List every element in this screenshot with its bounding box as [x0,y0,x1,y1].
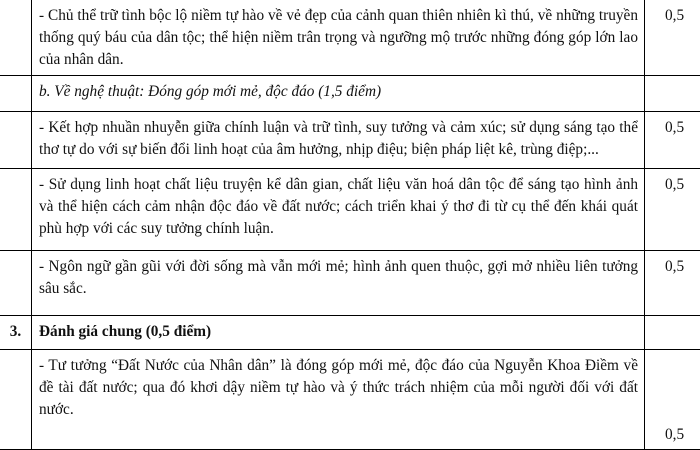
index-cell [0,350,32,450]
criterion-cell [32,76,645,112]
index-cell [0,169,32,251]
table-row [0,112,700,169]
score-cell [645,0,700,76]
table-row [0,350,700,450]
score-cell [645,112,700,169]
section-header-row [0,316,700,350]
index-cell [0,112,32,169]
index-cell [0,251,32,316]
score-value: 0,5 [645,251,700,278]
table-row [0,169,700,251]
section-number: 3. [0,316,32,350]
criterion-cell [32,350,645,450]
criterion-text: - Chủ thể trữ tình bộc lộ niềm tự hào về vẻ đẹp của cảnh quan thiên nhiên kì thú, về những truyền thống quý báu của dân tộc; thể hiện niềm trân trọng và ngưỡng mộ trước những đóng góp lớn lao của nhân dân. [32,0,644,71]
score-value: 0,5 [645,112,700,139]
criterion-text: - Sử dụng linh hoạt chất liệu truyện kể dân gian, chất liệu văn hoá dân tộc để sáng tạo hình ảnh và thể hiện cách cảm nhận độc đáo về đất nước; cách triển khai ý thơ đi từ cụ thể đến khái quát phù hợp với các suy tưởng chính luận. [32,169,644,240]
criterion-cell [32,169,645,251]
subsection-heading: b. Về nghệ thuật: Đóng góp mới mẻ, độc đáo (1,5 điểm) [32,76,644,103]
index-cell [0,76,32,112]
table-row [0,251,700,316]
score-value: 0,5 [645,350,700,446]
score-value: 0,5 [645,169,700,196]
score-cell [645,316,700,350]
score-cell [645,251,700,316]
section-title: Đánh giá chung (0,5 điểm) [32,316,644,343]
table-row [0,0,700,76]
score-cell [645,350,700,450]
criterion-cell [32,0,645,76]
criterion-text: - Ngôn ngữ gần gũi với đời sống mà vẫn mới mẻ; hình ảnh quen thuộc, gợi mở nhiều liên tưởng sâu sắc. [32,251,644,300]
score-cell [645,76,700,112]
score-cell [645,169,700,251]
table-row [0,76,700,112]
index-cell [0,0,32,76]
score-value: 0,5 [645,0,700,27]
section-title-cell [32,316,645,350]
criterion-text: - Tư tưởng “Đất Nước của Nhân dân” là đóng góp mới mẻ, độc đáo của Nguyễn Khoa Điềm về đề tài đất nước; qua đó khơi dậy niềm tự hào và ý thức trách nhiệm của mỗi người đối với đất nước. [32,350,644,421]
criterion-text: - Kết hợp nhuần nhuyễn giữa chính luận và trữ tình, suy tưởng và cảm xúc; sử dụng sáng tạo thể thơ tự do với sự biến đổi linh hoạt của âm hưởng, nhịp điệu; biện pháp liệt kê, trùng điệp;... [32,112,644,161]
criterion-cell [32,112,645,169]
criterion-cell [32,251,645,316]
